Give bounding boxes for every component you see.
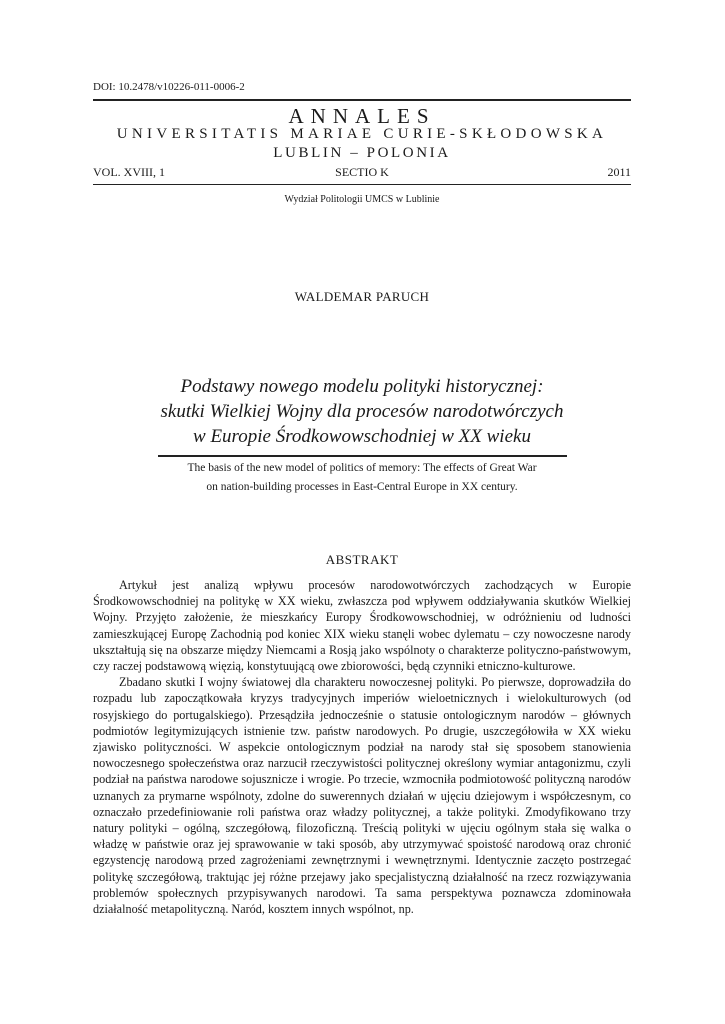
paragraph: Artykuł jest analizą wpływu procesów narodowotwórczych zachodzących w Europie Środkowowschodniej na politykę w XX wieku, zwłaszcza pod wpływem oddziaływania skutków Wielkiej Wojny. Przyjęto założenie, że mieszkańcy Europy Środkowowschodniej, w odróżnieniu od ludności zamieszkującej Europę Zachodnią pod koniec XIX wieku stanęli wobec dylematu – czy nowoczesne narody ukształtują się na obszarze między Niemcami a Rosją jako wspólnoty o charakterze polityczno-państwowym, czy raczej podstawową więzią, konstytuującą owe zbiorowości, będą czynniki etniczno-kulturowe. xyxy=(93,578,631,674)
year: 2011 xyxy=(607,165,631,179)
header-bottom-rule xyxy=(93,184,631,185)
city-line: LUBLIN – POLONIA xyxy=(273,145,451,161)
volume: VOL. XVIII, 1 xyxy=(93,165,165,179)
journal-title: ANNALES xyxy=(288,104,436,128)
doi: DOI: 10.2478/v10226-011-0006-2 xyxy=(93,81,245,93)
title-line: skutki Wielkiej Wojny dla procesów narodotwórczych xyxy=(160,401,564,422)
title-rule xyxy=(158,455,567,457)
subtitle-line: The basis of the new model of politics of memory: The effects of Great War xyxy=(187,462,537,474)
abstract-heading: ABSTRAKT xyxy=(325,552,399,567)
subtitle-line: on nation-building processes in East-Central Europe in XX century. xyxy=(206,481,518,493)
english-title xyxy=(93,459,631,497)
university-name: UNIVERSITATIS MARIAE CURIE-SKŁODOWSKA xyxy=(116,126,608,142)
author-name: WALDEMAR PARUCH xyxy=(294,289,430,304)
section: SECTIO K xyxy=(335,165,389,179)
header-top-rule xyxy=(93,99,631,101)
article-title xyxy=(93,374,631,449)
abstract-body xyxy=(93,577,631,917)
title-line: Podstawy nowego modelu polityki historycznej: xyxy=(180,376,544,397)
title-line: w Europie Środkowowschodniej w XX wieku xyxy=(193,426,531,447)
paragraph: Zbadano skutki I wojny światowej dla charakteru nowoczesnej polityki. Po pierwsze, doprowadziła do rozpadu lub zapoczątkowała kryzys tradycyjnych imperiów wieloetnicznych i wielokulturowych (od rosyjskiego do portugalskiego). Przesądziła jednocześnie o statusie ontologicznym narodów – głównych podmiotów legitymizujących istnienie tzw. państw narodowych. Po drugie, uszczegółowiła w XX wieku zjawisko polityczności. W aspekcie ontologicznym podział na narody stał się sposobem stanowienia nowoczesnego społeczeństwa oraz narzucił rzeczywistości politycznej określony wymiar antagonizmu, czyli podział na państwa narodowe sojusznicze i wrogie. Po trzecie, wzmocniła podmiotowość polityczną narodów uznanych za prymarne wspólnoty, zdolne do suwerennych działań w ujęciu dziejowym i współczesnym, co oznaczało przedefiniowanie roli państwa oraz władzy politycznej, a także polityki. Zmodyfikowano trzy natury polityki – ogólną, szczegółową, filozoficzną. Treścią polityki w ujęciu ogólnym stała się walka o władzę w państwie oraz jej sprawowanie w taki sposób, aby utrzymywać spoistość narodową oraz chronić egzystencję narodową przed zagrożeniami zewnętrznymi i wewnętrznymi. Identycznie zaczęto postrzegać politykę szczegółową, traktując jej różne przejawy jako specjalistyczną działalność na rzecz rozwiązywania problemów społecznych przypisywanych narodowi. Ta sama perspektywa poznawcza zdominowała działalność metapolityczną. Naród, kosztem innych wspólnot, np. xyxy=(93,675,631,917)
affiliation: Wydział Politologii UMCS w Lublinie xyxy=(284,194,440,205)
